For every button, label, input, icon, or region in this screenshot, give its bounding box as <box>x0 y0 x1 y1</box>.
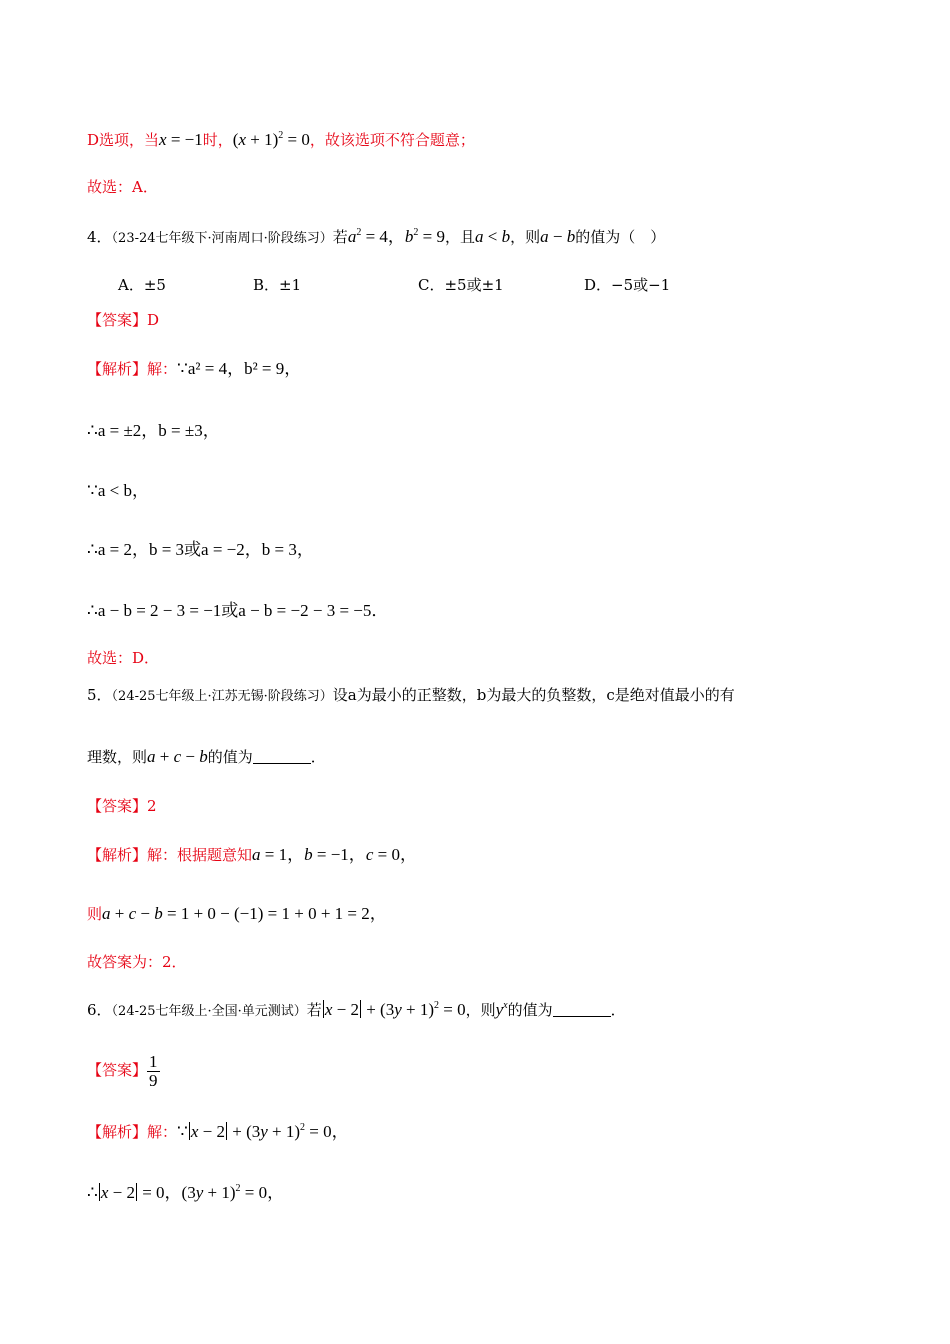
q5-stem1 <box>87 684 735 708</box>
q4-step2: ∴a = ±2，b = ±3， <box>87 421 220 440</box>
q5-stem1-text: 设a为最小的正整数，b为最大的负整数，c是绝对值最小的有 <box>332 686 735 704</box>
q6-answer-numerator: 1 <box>149 1051 158 1071</box>
q4-answer <box>87 309 159 331</box>
q6-analysis-intro: 解： <box>147 1123 178 1141</box>
q6-answer-denominator: 9 <box>149 1070 158 1090</box>
q5-analysis-intro: 解：根据题意知 <box>147 846 253 864</box>
q6-analysis-line1 <box>87 1121 349 1143</box>
q5-step2: a + c − b = 1 + 0 − (−1) = 1 + 0 + 1 = 2， <box>102 904 387 923</box>
q4-number: 4． <box>87 228 112 246</box>
q4-stem-d: 的值为（ ） <box>575 228 666 246</box>
q6-answer-fraction <box>147 1053 160 1090</box>
q6-answer <box>87 1050 160 1090</box>
d-option-text2: 时， <box>202 131 233 149</box>
q4-option-a[interactable]: A．±5 <box>118 276 166 294</box>
q5-answer-label: 【答案】 <box>87 797 148 815</box>
q6-analysis-label: 【解析】 <box>87 1123 148 1141</box>
q5-stem2a: 理数，则 <box>87 748 148 766</box>
q4-step4: ∴a = 2，b = 3或a = −2，b = 3， <box>87 540 314 559</box>
d-option-expr: x = −1 <box>159 130 203 149</box>
q5-step1: a = 1，b = −1，c = 0， <box>252 845 417 864</box>
d-option-line <box>87 129 475 151</box>
q6-step1: ∵ $x - 2 + (3y + 1)^2 = 0$， <box>177 1122 349 1141</box>
q5-stem2: 理数，则a + c − b的值为 ． <box>87 747 326 766</box>
q5-analysis-line2 <box>87 903 387 925</box>
q4-stem-b: ，且 <box>445 228 476 246</box>
q6-expr1: $x - 2 + (3y + 1)^2 = 0$ <box>324 1000 466 1019</box>
q4-option-d[interactable]: D．−5或−1 <box>584 276 671 294</box>
prev-select: 故选：A． <box>87 178 158 196</box>
q4-step5: ∴a − b = 2 − 3 = −1或a − b = −2 − 3 = −5． <box>87 601 389 620</box>
q4-stem-a: 若 <box>332 228 348 246</box>
q4-analysis-line1 <box>87 358 301 380</box>
q6-expr2: $y^x$ <box>495 1000 508 1019</box>
q4-analysis-label: 【解析】 <box>87 360 148 378</box>
q5-answer-blank[interactable] <box>253 749 311 764</box>
q6-number: 6． <box>87 1001 112 1019</box>
q5-step2-prefix: 则 <box>87 905 103 923</box>
q6-stem-b: ，则 <box>465 1001 496 1019</box>
q5-number: 5． <box>87 686 112 704</box>
q4-expr1: $a^2 = 4$，$b^2 = 9$ <box>347 227 445 246</box>
q5-analysis-line1 <box>87 844 417 866</box>
q4-stem <box>87 226 665 250</box>
q5-source: （24-25七年级上·江苏无锡·阶段练习） <box>111 689 333 704</box>
q6-source: （24-25七年级上·全国·单元测试） <box>111 1004 307 1019</box>
q5-answer-value: 2 <box>147 797 157 815</box>
q5-expr: a + c − b <box>147 747 208 766</box>
q4-option-b[interactable]: B．±1 <box>253 276 302 294</box>
q4-step1: ∵a² = 4，b² = 9， <box>177 359 302 378</box>
q4-expr3: a − b <box>540 227 576 246</box>
q6-step2: ∴ x − 2 = 0，$(3y + 1)^2 = 0$， <box>87 1183 285 1202</box>
q6-stem-c: 的值为 <box>507 1001 553 1019</box>
q6-answer-label: 【答案】 <box>87 1061 148 1079</box>
q4-conclusion: 故选：D． <box>87 649 160 667</box>
d-option-text: D选项，当 <box>87 131 160 149</box>
q4-answer-value: D <box>147 311 160 329</box>
q5-answer <box>87 795 157 817</box>
q4-analysis-intro: 解： <box>147 360 178 378</box>
q5-conclusion: 故答案为：2． <box>87 953 187 971</box>
d-option-expr2: $(x + 1)^2 = 0$ <box>232 130 310 149</box>
q6-answer-blank[interactable] <box>553 1002 611 1017</box>
q4-stem-c: ，则 <box>510 228 541 246</box>
d-option-text3: ，故该选项不符合题意； <box>309 131 475 149</box>
q4-options <box>118 274 838 296</box>
q4-option-c[interactable]: C．±5或±1 <box>418 276 504 294</box>
q4-expr2: a < b <box>475 227 511 246</box>
q5-stem2b: 的值为 <box>207 748 253 766</box>
q4-answer-label: 【答案】 <box>87 311 148 329</box>
q5-analysis-label: 【解析】 <box>87 846 148 864</box>
q6-stem: 6．（24-25七年级上·全国·单元测试）若 $x - 2 + (3y + 1)^2 = 0$，则$y^x$的值为 ． <box>87 1000 626 1019</box>
q4-source: （23-24七年级下·河南周口·阶段练习） <box>111 231 333 246</box>
q6-stem-a: 若 <box>306 1001 322 1019</box>
q4-step3: ∵a < b， <box>87 481 149 500</box>
